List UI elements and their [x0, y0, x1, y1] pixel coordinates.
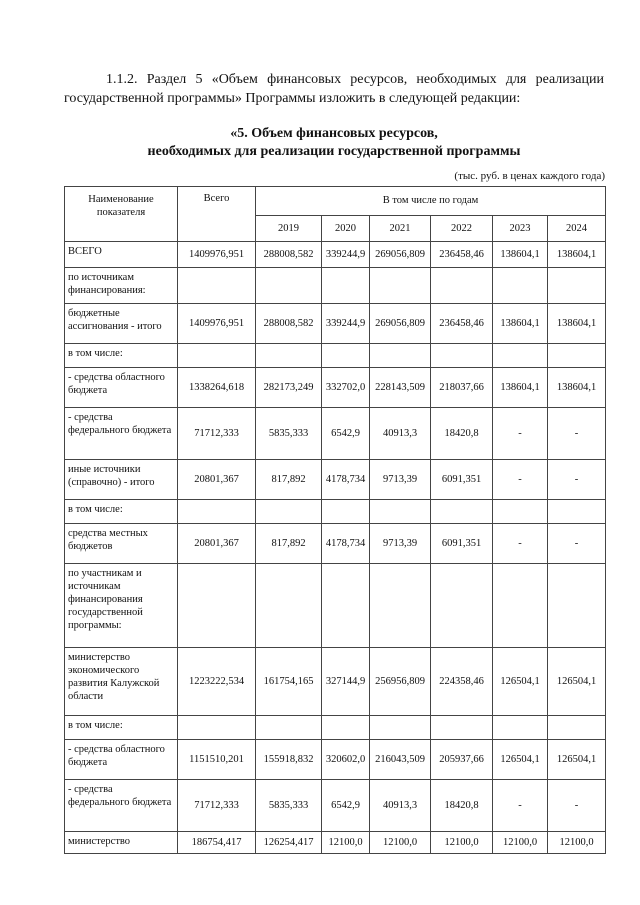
- cell-year: [256, 268, 322, 304]
- cell-year: -: [493, 780, 548, 832]
- cell-year: 9713,39: [370, 460, 431, 500]
- cell-year: 282173,249: [256, 368, 322, 408]
- cell-year: 332702,0: [322, 368, 370, 408]
- header-year: 2024: [548, 215, 606, 241]
- cell-year: 817,892: [256, 524, 322, 564]
- cell-year: 18420,8: [431, 408, 493, 460]
- cell-year: -: [493, 524, 548, 564]
- cell-year: [370, 344, 431, 368]
- cell-total: [178, 344, 256, 368]
- cell-year: 288008,582: [256, 304, 322, 344]
- cell-year: 218037,66: [431, 368, 493, 408]
- cell-year: 4178,734: [322, 460, 370, 500]
- cell-year: 126254,417: [256, 832, 322, 854]
- cell-year: [370, 268, 431, 304]
- cell-year: 6091,351: [431, 524, 493, 564]
- header-year: 2020: [322, 215, 370, 241]
- cell-year: 205937,66: [431, 740, 493, 780]
- header-years-group: В том числе по годам: [256, 187, 606, 216]
- cell-year: [322, 716, 370, 740]
- row-label: ВСЕГО: [65, 242, 178, 268]
- cell-year: 138604,1: [493, 242, 548, 268]
- cell-year: -: [493, 460, 548, 500]
- cell-year: 9713,39: [370, 524, 431, 564]
- row-label: средства местных бюджетов: [65, 524, 178, 564]
- cell-total: 1151510,201: [178, 740, 256, 780]
- cell-year: [322, 564, 370, 648]
- cell-year: [493, 344, 548, 368]
- table-row: [65, 408, 606, 460]
- cell-year: 236458,46: [431, 304, 493, 344]
- table-row: [65, 524, 606, 564]
- cell-year: 224358,46: [431, 648, 493, 716]
- cell-year: [431, 268, 493, 304]
- row-label: - средства федерального бюджета: [65, 780, 178, 832]
- table-row: [65, 832, 606, 854]
- units-note: (тыс. руб. в ценах каждого года): [454, 170, 605, 182]
- cell-year: 138604,1: [548, 242, 606, 268]
- cell-year: 12100,0: [370, 832, 431, 854]
- row-label: - средства федерального бюджета: [65, 408, 178, 460]
- cell-year: [256, 716, 322, 740]
- intro-line-1: 1.1.2. Раздел 5 «Объем финансовых ресурсов, необходимых для реализации: [106, 72, 604, 87]
- section-title-line-2: необходимых для реализации государственной программы: [147, 144, 521, 159]
- cell-year: 256956,809: [370, 648, 431, 716]
- cell-year: 12100,0: [322, 832, 370, 854]
- cell-year: [493, 564, 548, 648]
- cell-year: [548, 268, 606, 304]
- cell-year: -: [548, 524, 606, 564]
- cell-year: [493, 500, 548, 524]
- table-row: [65, 500, 606, 524]
- row-label: бюджетные ассигнования - итого: [65, 304, 178, 344]
- row-label: в том числе:: [65, 716, 178, 740]
- cell-year: -: [548, 460, 606, 500]
- section-title-line-1: «5. Объем финансовых ресурсов,: [230, 126, 438, 141]
- row-label: - средства областного бюджета: [65, 740, 178, 780]
- cell-total: 186754,417: [178, 832, 256, 854]
- table-row: [65, 740, 606, 780]
- cell-total: 1409976,951: [178, 304, 256, 344]
- cell-year: [548, 500, 606, 524]
- cell-year: 339244,9: [322, 304, 370, 344]
- header-year: 2022: [431, 215, 493, 241]
- cell-total: 1223222,534: [178, 648, 256, 716]
- intro-line-2: государственной программы» Программы изложить в следующей редакции:: [64, 91, 521, 106]
- cell-year: 18420,8: [431, 780, 493, 832]
- cell-year: 40913,3: [370, 780, 431, 832]
- cell-year: 216043,509: [370, 740, 431, 780]
- cell-total: [178, 268, 256, 304]
- row-label: - средства областного бюджета: [65, 368, 178, 408]
- table-row: [65, 368, 606, 408]
- cell-year: 5835,333: [256, 780, 322, 832]
- row-label: министерство экономического развития Калужской области: [65, 648, 178, 716]
- cell-total: 20801,367: [178, 524, 256, 564]
- cell-year: 5835,333: [256, 408, 322, 460]
- cell-year: [431, 344, 493, 368]
- cell-year: 228143,509: [370, 368, 431, 408]
- header-year: 2021: [370, 215, 431, 241]
- cell-year: 126504,1: [548, 740, 606, 780]
- cell-year: -: [548, 408, 606, 460]
- cell-year: 288008,582: [256, 242, 322, 268]
- cell-year: 817,892: [256, 460, 322, 500]
- cell-year: [370, 716, 431, 740]
- cell-total: 1409976,951: [178, 242, 256, 268]
- header-indicator: Наименование показателя: [65, 187, 178, 242]
- cell-year: [431, 564, 493, 648]
- cell-year: 4178,734: [322, 524, 370, 564]
- cell-year: 40913,3: [370, 408, 431, 460]
- table-row: [65, 268, 606, 304]
- cell-year: 138604,1: [493, 368, 548, 408]
- cell-year: 138604,1: [548, 368, 606, 408]
- table-row: [65, 344, 606, 368]
- cell-year: 339244,9: [322, 242, 370, 268]
- row-label: в том числе:: [65, 344, 178, 368]
- cell-total: [178, 564, 256, 648]
- cell-year: 12100,0: [431, 832, 493, 854]
- row-label: министерство: [65, 832, 178, 854]
- row-label: по источникам финансирования:: [65, 268, 178, 304]
- cell-year: [493, 268, 548, 304]
- cell-year: [256, 500, 322, 524]
- cell-year: 126504,1: [493, 740, 548, 780]
- header-total: Всего: [178, 187, 256, 242]
- cell-year: [256, 344, 322, 368]
- cell-total: 20801,367: [178, 460, 256, 500]
- cell-year: 6542,9: [322, 408, 370, 460]
- cell-year: [322, 268, 370, 304]
- cell-year: 126504,1: [548, 648, 606, 716]
- cell-total: [178, 716, 256, 740]
- cell-year: [548, 344, 606, 368]
- table-row: [65, 460, 606, 500]
- cell-year: -: [493, 408, 548, 460]
- cell-year: 138604,1: [493, 304, 548, 344]
- cell-year: [431, 716, 493, 740]
- table-row: [65, 242, 606, 268]
- table-row: [65, 780, 606, 832]
- cell-year: 161754,165: [256, 648, 322, 716]
- cell-year: 269056,809: [370, 304, 431, 344]
- cell-year: [431, 500, 493, 524]
- table-row: [65, 564, 606, 648]
- header-year: 2019: [256, 215, 322, 241]
- cell-year: 138604,1: [548, 304, 606, 344]
- row-label: по участникам и источникам финансирования государственной программы:: [65, 564, 178, 648]
- cell-year: 327144,9: [322, 648, 370, 716]
- intro-paragraph: [64, 70, 604, 108]
- cell-year: 12100,0: [493, 832, 548, 854]
- cell-year: [370, 564, 431, 648]
- cell-year: [548, 564, 606, 648]
- cell-total: 1338264,618: [178, 368, 256, 408]
- cell-year: 236458,46: [431, 242, 493, 268]
- cell-year: 155918,832: [256, 740, 322, 780]
- cell-total: 71712,333: [178, 780, 256, 832]
- cell-year: [370, 500, 431, 524]
- cell-year: [256, 564, 322, 648]
- cell-year: [548, 716, 606, 740]
- cell-year: 6091,351: [431, 460, 493, 500]
- cell-year: 126504,1: [493, 648, 548, 716]
- row-label: в том числе:: [65, 500, 178, 524]
- header-year: 2023: [493, 215, 548, 241]
- table-header-row: [65, 187, 606, 216]
- cell-year: [322, 344, 370, 368]
- cell-year: 269056,809: [370, 242, 431, 268]
- table-row: [65, 716, 606, 740]
- cell-year: 6542,9: [322, 780, 370, 832]
- financing-table: [64, 186, 606, 854]
- cell-year: [322, 500, 370, 524]
- cell-year: 12100,0: [548, 832, 606, 854]
- cell-year: [493, 716, 548, 740]
- cell-total: [178, 500, 256, 524]
- row-label: иные источники (справочно) - итого: [65, 460, 178, 500]
- table-row: [65, 648, 606, 716]
- cell-year: -: [548, 780, 606, 832]
- table-row: [65, 304, 606, 344]
- cell-total: 71712,333: [178, 408, 256, 460]
- cell-year: 320602,0: [322, 740, 370, 780]
